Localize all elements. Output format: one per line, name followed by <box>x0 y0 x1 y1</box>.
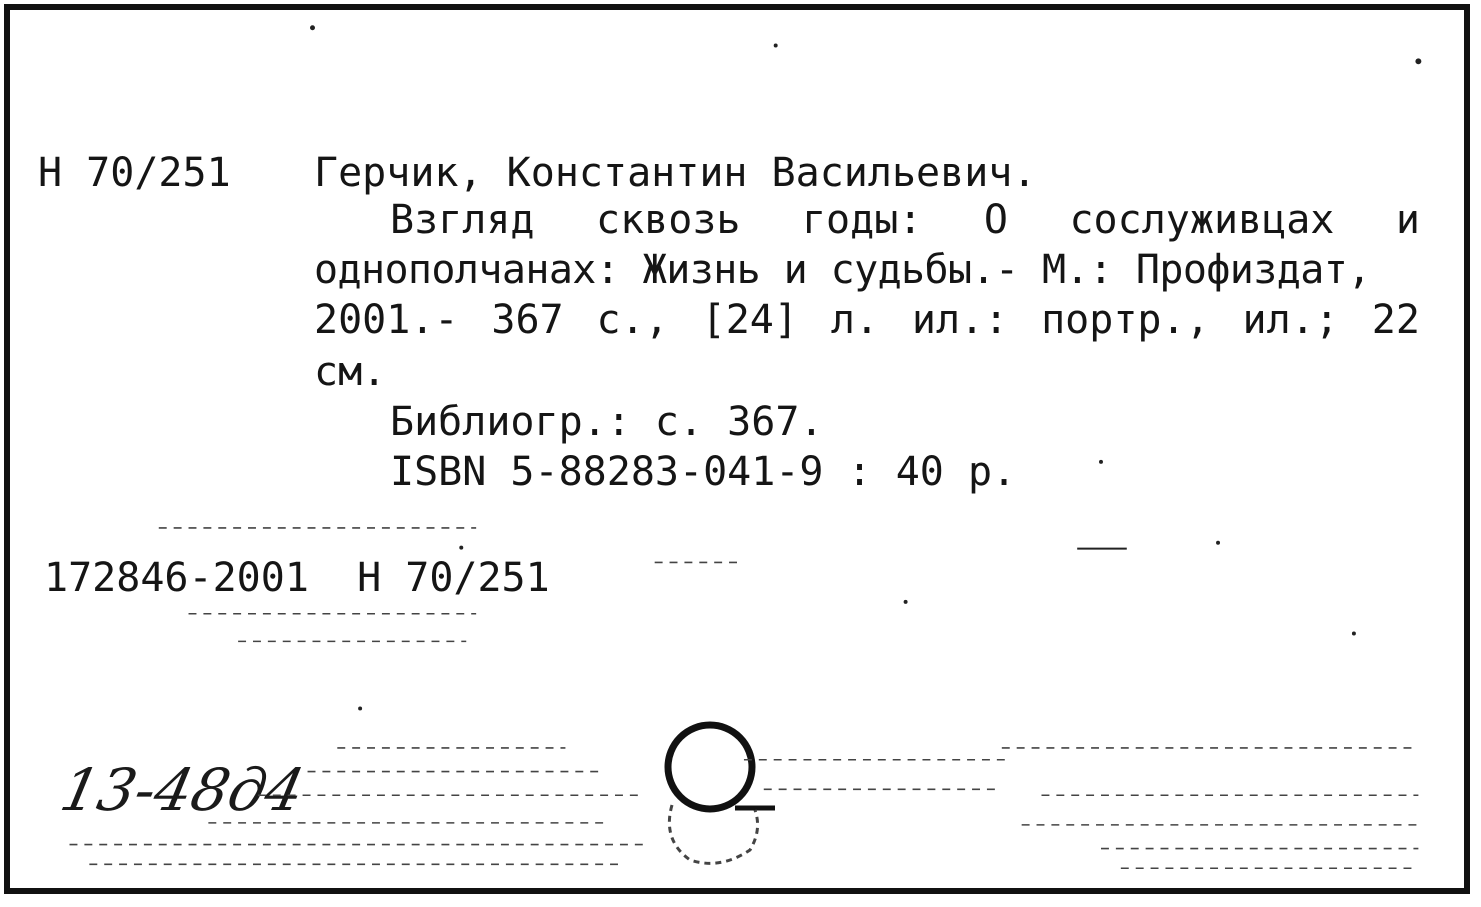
imprint-word: 367 <box>491 297 564 343</box>
imprint-word: [24] <box>701 297 798 343</box>
title-word: годы: <box>801 197 923 243</box>
imprint-word: 22 <box>1371 297 1420 343</box>
title-word: и <box>1395 197 1420 243</box>
title-word: сослуживцах <box>1069 197 1335 243</box>
title-line-4: см. <box>314 349 387 395</box>
imprint-word: ил.; <box>1242 297 1339 343</box>
title-word: сквозь <box>595 197 741 243</box>
imprint-word: л. <box>830 297 879 343</box>
title-line-1 <box>390 197 1420 243</box>
title-line-2: однополчанах: Жизнь и судьбы.- М.: Профиздат, <box>314 247 1371 293</box>
title-word: Взгляд <box>390 197 535 243</box>
bibliography-note: Библиогр.: с. 367. <box>390 399 824 445</box>
accession-line: 172846-2001 Н 70/251 <box>44 555 550 601</box>
isbn-line: ISBN 5-88283-041-9 : 40 р. <box>390 449 1017 495</box>
shelfmark: Н 70/251 <box>38 150 231 196</box>
author-heading: Герчик, Константин Васильевич. <box>314 150 1037 196</box>
imprint-word: портр., <box>1041 297 1210 343</box>
handwritten-note: 13-48д4 <box>54 756 311 824</box>
circle-stamp-mark <box>650 710 800 880</box>
title-word: О <box>983 197 1008 243</box>
imprint-word: ил.: <box>911 297 1009 343</box>
catalog-card <box>4 4 1470 894</box>
title-line-3 <box>314 297 1420 343</box>
imprint-word: 2001.- <box>314 297 459 343</box>
imprint-word: с., <box>596 297 669 343</box>
